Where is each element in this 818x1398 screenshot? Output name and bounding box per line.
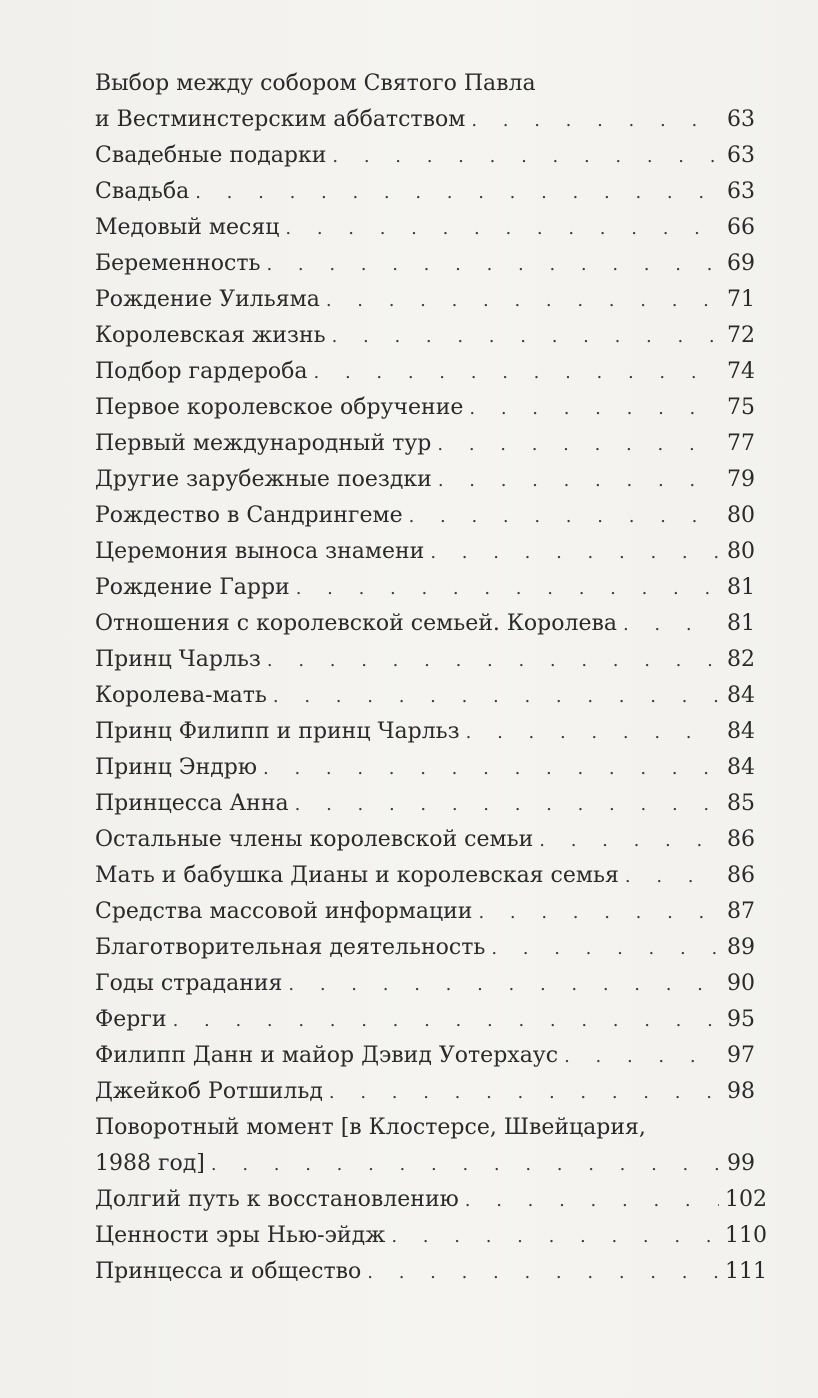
dot-leader — [211, 1147, 719, 1183]
toc-entry-page-number: 86 — [727, 863, 755, 888]
dot-leader — [623, 607, 719, 643]
toc-entry — [95, 210, 755, 246]
toc-entry-page-number: 86 — [727, 827, 755, 852]
toc-entry — [95, 894, 755, 930]
toc-entry-title: Королевская жизнь — [95, 323, 326, 348]
dot-leader — [326, 283, 719, 319]
dot-leader — [491, 931, 719, 967]
toc-entry-title: Принц Чарльз — [95, 647, 261, 672]
toc-entry — [95, 282, 755, 318]
toc-entry — [95, 66, 755, 138]
toc-entry — [95, 498, 755, 534]
dot-leader — [195, 175, 719, 211]
toc-entry-title: Рождение Гарри — [95, 575, 290, 600]
toc-entry — [95, 678, 755, 714]
toc-entry-page-number: 84 — [727, 755, 755, 780]
toc-entry-page-number: 75 — [727, 395, 755, 420]
toc-entry-page-number: 71 — [727, 287, 755, 312]
toc-entry-page-number: 81 — [727, 575, 755, 600]
toc-entry-title: Отношения с королевской семьей. Королева — [95, 611, 617, 636]
dot-leader — [266, 247, 719, 283]
dot-leader — [329, 1075, 719, 1111]
dot-leader — [409, 499, 719, 535]
toc-entry — [95, 642, 755, 678]
dot-leader — [465, 1183, 719, 1219]
toc-entry-title: Рождество в Сандрингеме — [95, 503, 403, 528]
dot-leader — [273, 679, 719, 715]
dot-leader — [437, 427, 719, 463]
dot-leader — [295, 787, 719, 823]
toc-entry — [95, 1038, 755, 1074]
toc-entry-title: Филипп Данн и майор Дэвид Уотерхаус — [95, 1043, 559, 1068]
toc-entry-page-number: 63 — [727, 143, 755, 168]
toc-entry-page-number: 66 — [727, 215, 755, 240]
toc-entry — [95, 1218, 767, 1254]
dot-leader — [267, 643, 719, 679]
toc-entry-title: Свадьба — [95, 179, 190, 204]
toc-entry-page-number: 63 — [727, 107, 755, 132]
toc-entry-title: Первое королевское обручение — [95, 395, 464, 420]
toc-entry-title: Годы страдания — [95, 971, 283, 996]
toc-entry-page-number: 84 — [727, 719, 755, 744]
toc-entry — [95, 1110, 755, 1182]
dot-leader — [332, 319, 719, 355]
dot-leader — [367, 1255, 719, 1291]
toc-entry-page-number: 69 — [727, 251, 755, 276]
toc-entry — [95, 1002, 755, 1038]
toc-entry — [95, 138, 755, 174]
dot-leader — [564, 1039, 719, 1075]
toc-entry — [95, 1254, 767, 1290]
toc-entry-title: Свадебные подарки — [95, 143, 327, 168]
dot-leader — [438, 463, 719, 499]
dot-leader — [430, 535, 719, 571]
toc-entry-title-line: Поворотный момент [в Клостерсе, Швейцария, — [95, 1115, 646, 1140]
toc-entry-page-number: 79 — [727, 467, 755, 492]
toc-entry-title: Благотворительная деятельность — [95, 935, 486, 960]
toc-entry — [95, 786, 755, 822]
toc-entry-title: Принц Филипп и принц Чарльз — [95, 719, 460, 744]
toc-entry-page-number: 99 — [727, 1151, 755, 1176]
dot-leader — [478, 895, 719, 931]
dot-leader — [471, 103, 719, 139]
toc-entry-title: Рождение Уильяма — [95, 287, 320, 312]
toc-entry-page-number: 102 — [725, 1187, 767, 1212]
toc-entry-page-number: 85 — [727, 791, 755, 816]
dot-leader — [285, 211, 719, 247]
toc-entry-page-number: 89 — [727, 935, 755, 960]
dot-leader — [391, 1219, 719, 1255]
dot-leader — [314, 355, 719, 391]
toc-entry-page-number: 98 — [727, 1079, 755, 1104]
toc-entry-page-number: 111 — [725, 1259, 767, 1284]
toc-entry-page-number: 97 — [727, 1043, 755, 1068]
toc-entry — [95, 354, 755, 390]
toc-entry — [95, 174, 755, 210]
dot-leader — [539, 823, 719, 859]
toc-entry — [95, 246, 755, 282]
toc-entry-page-number: 87 — [727, 899, 755, 924]
toc-entry-title: Принцесса Анна — [95, 791, 289, 816]
toc-entry-title: Медовый месяц — [95, 215, 280, 240]
toc-entry-page-number: 80 — [727, 539, 755, 564]
toc-entry-title: Остальные члены королевской семьи — [95, 827, 534, 852]
toc-entry — [95, 570, 755, 606]
dot-leader — [469, 391, 719, 427]
toc-entry-title: Принцесса и общество — [95, 1259, 362, 1284]
toc-entry-title: Ценности эры Нью-эйдж — [95, 1223, 386, 1248]
toc-entry-title: Средства массовой информации — [95, 899, 473, 924]
toc-entry-title: Другие зарубежные поездки — [95, 467, 432, 492]
toc-entry — [95, 1182, 767, 1218]
toc-entry-title: Первый международный тур — [95, 431, 432, 456]
toc-entry-page-number: 72 — [727, 323, 755, 348]
toc-entry-title: Церемония выноса знамени — [95, 539, 425, 564]
toc-entry-title: 1988 год] — [95, 1151, 205, 1176]
dot-leader — [173, 1003, 719, 1039]
toc-entry — [95, 822, 755, 858]
table-of-contents — [95, 66, 767, 1290]
toc-entry-page-number: 63 — [727, 179, 755, 204]
toc-entry-title-line: Выбор между собором Святого Павла — [95, 71, 536, 96]
toc-entry — [95, 318, 755, 354]
toc-entry-page-number: 84 — [727, 683, 755, 708]
dot-leader — [263, 751, 719, 787]
toc-entry-page-number: 81 — [727, 611, 755, 636]
toc-entry — [95, 426, 755, 462]
toc-entry — [95, 930, 755, 966]
toc-entry-title: Ферги — [95, 1007, 167, 1032]
toc-entry — [95, 462, 755, 498]
toc-entry-page-number: 110 — [725, 1223, 767, 1248]
toc-entry — [95, 534, 755, 570]
toc-entry — [95, 966, 755, 1002]
toc-entry-page-number: 90 — [727, 971, 755, 996]
dot-leader — [288, 967, 719, 1003]
toc-entry — [95, 750, 755, 786]
toc-entry-title: Принц Эндрю — [95, 755, 258, 780]
toc-entry — [95, 390, 755, 426]
toc-entry-title: Королева-мать — [95, 683, 267, 708]
toc-entry-title: Мать и бабушка Дианы и королевская семья — [95, 863, 619, 888]
toc-entry-title: и Вестминстерским аббатством — [95, 107, 466, 132]
toc-entry-title: Подбор гардероба — [95, 359, 308, 384]
toc-entry — [95, 1074, 755, 1110]
toc-entry-page-number: 80 — [727, 503, 755, 528]
toc-entry-title: Беременность — [95, 251, 261, 276]
toc-entry — [95, 858, 755, 894]
toc-entry-page-number: 74 — [727, 359, 755, 384]
toc-entry — [95, 714, 755, 750]
dot-leader — [296, 571, 719, 607]
toc-entry-page-number: 82 — [727, 647, 755, 672]
dot-leader — [332, 139, 719, 175]
toc-entry-page-number: 95 — [727, 1007, 755, 1032]
toc-entry-page-number: 77 — [727, 431, 755, 456]
toc-entry-title: Джейкоб Ротшильд — [95, 1079, 323, 1104]
toc-entry-title: Долгий путь к восстановлению — [95, 1187, 459, 1212]
dot-leader — [625, 859, 719, 895]
toc-entry — [95, 606, 755, 642]
dot-leader — [466, 715, 719, 751]
